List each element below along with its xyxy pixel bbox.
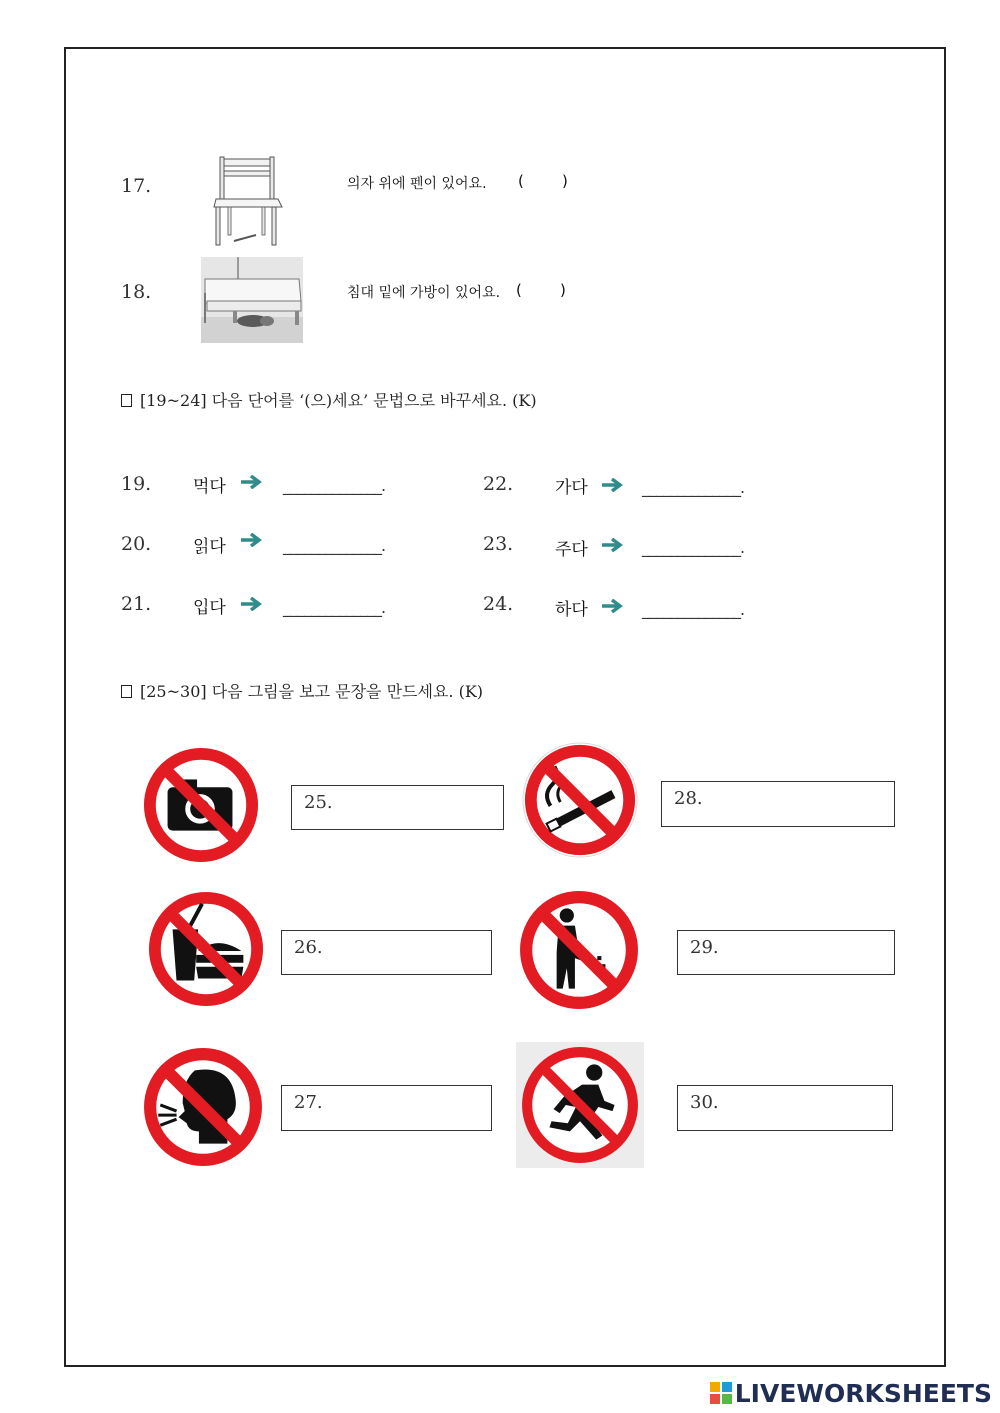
no-running-icon: [518, 1044, 642, 1166]
checkbox-square-icon: [121, 685, 132, 698]
answer-box-26[interactable]: 26.: [281, 930, 492, 975]
checkbox-square-icon: [121, 394, 132, 407]
liveworksheets-logo-icon: [709, 1381, 733, 1405]
answer-box-25[interactable]: 25.: [291, 785, 504, 830]
item-number: 24.: [483, 593, 514, 615]
no-food-drink-icon: [147, 890, 265, 1008]
footer-brand: LIVEWORKSHEETS: [734, 1378, 992, 1408]
arrow-right-icon: [240, 475, 264, 489]
answer-box-28[interactable]: 28.: [661, 781, 895, 827]
item-number: 23.: [483, 533, 514, 555]
item-number: 17.: [121, 175, 152, 197]
verb-word: 먹다: [193, 477, 226, 497]
chair-image: [212, 155, 284, 247]
section-instruction-19-24: [121, 388, 537, 411]
sentence-17: 의자 위에 펜이 있어요.: [347, 176, 487, 192]
verb-word: 읽다: [193, 537, 226, 557]
verb-word: 가다: [555, 478, 588, 498]
answer-blank-22[interactable]: ______________.: [642, 478, 745, 497]
section-instruction-25-30: [121, 679, 483, 702]
answer-box-27[interactable]: 27.: [281, 1085, 492, 1131]
answer-blank-20[interactable]: ______________.: [283, 536, 386, 555]
no-smoking-icon: [521, 741, 639, 859]
liveworksheets-logo: [709, 1378, 992, 1408]
item-number: 22.: [483, 473, 514, 495]
answer-blank-24[interactable]: ______________.: [642, 600, 745, 619]
arrow-right-icon: [240, 533, 264, 547]
verb-word: 하다: [555, 600, 588, 620]
answer-box-30[interactable]: 30.: [677, 1085, 893, 1131]
arrow-right-icon: [601, 538, 625, 552]
item-number: 21.: [121, 593, 152, 615]
instruction-text: [25~30] 다음 그림을 보고 문장을 만드세요. (K): [140, 682, 484, 701]
item-number: 20.: [121, 533, 152, 555]
verb-word: 입다: [193, 598, 226, 618]
bed-image: [201, 257, 303, 343]
answer-paren-17[interactable]: ( ): [518, 172, 568, 190]
arrow-right-icon: [601, 599, 625, 613]
sentence-18: 침대 밑에 가방이 있어요.: [347, 285, 501, 301]
arrow-right-icon: [240, 597, 264, 611]
answer-blank-23[interactable]: ______________.: [642, 538, 745, 557]
answer-paren-18[interactable]: ( ): [516, 281, 566, 299]
answer-blank-21[interactable]: ______________.: [283, 598, 386, 617]
no-shouting-icon: [142, 1046, 264, 1168]
item-number: 18.: [121, 281, 152, 303]
no-camera-icon: [142, 746, 260, 864]
answer-blank-19[interactable]: ______________.: [283, 476, 386, 495]
instruction-text: [19~24] 다음 단어를 ‘(으)세요’ 문법으로 바꾸세요. (K): [140, 391, 537, 410]
verb-word: 주다: [555, 540, 588, 560]
arrow-right-icon: [601, 478, 625, 492]
no-littering-icon: [518, 889, 640, 1011]
answer-box-29[interactable]: 29.: [677, 930, 895, 975]
worksheet-frame: [64, 47, 946, 1367]
item-number: 19.: [121, 473, 152, 495]
